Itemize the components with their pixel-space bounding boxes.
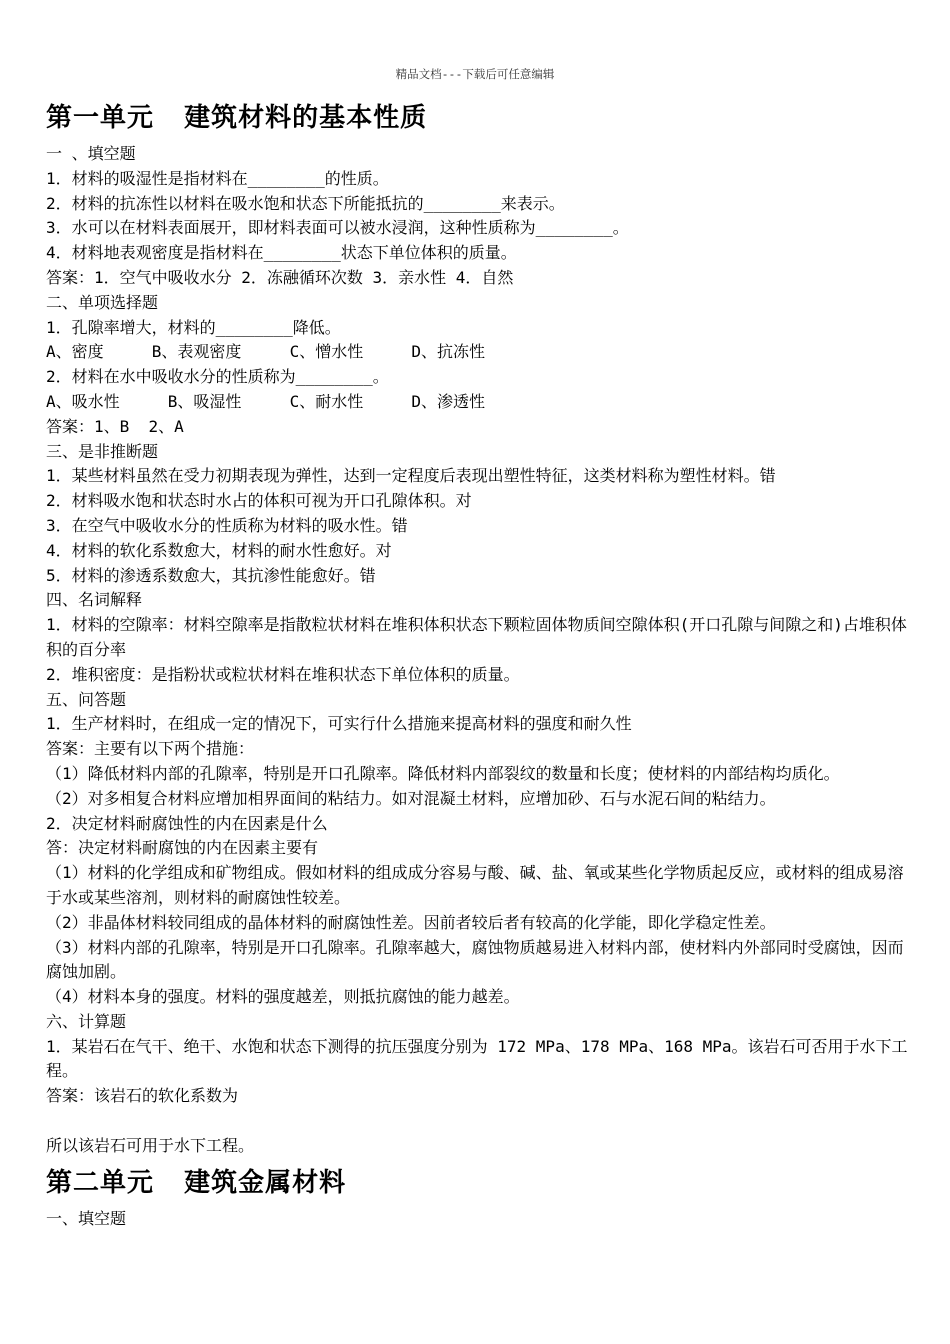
text-line: 1．材料的吸湿性是指材料在________的性质。 [46, 168, 389, 188]
unit1-content [46, 142, 916, 1159]
document-body [46, 98, 916, 1231]
text-line: （4）材料本身的强度。材料的强度越差，则抵抗腐蚀的能力越差。 [46, 987, 520, 1007]
text-line: 3．水可以在材料表面展开，即材料表面可以被水浸润，这种性质称为________。 [46, 218, 629, 238]
unit1-title: 第一单元 建筑材料的基本性质 [46, 103, 428, 133]
text-line: 2．决定材料耐腐蚀性的内在因素是什么 [46, 813, 328, 833]
text-line: 一、填空题 [46, 1208, 127, 1228]
text-line: 1．孔隙率增大，材料的________降低。 [46, 317, 341, 337]
text-line: 六、计算题 [46, 1011, 127, 1031]
text-line: 2．堆积密度：是指粉状或粒状材料在堆积状态下单位体积的质量。 [46, 664, 520, 684]
text-line: （2）非晶体材料较同组成的晶体材料的耐腐蚀性差。因前者较后者有较高的化学能，即化学稳定性差。 [46, 912, 776, 932]
blank-line [46, 1109, 916, 1134]
text-line: 4．材料的软化系数愈大，材料的耐水性愈好。对 [46, 540, 392, 560]
text-line: 四、名词解释 [46, 590, 143, 610]
text-line: 所以该岩石可用于水下工程。 [46, 1135, 255, 1155]
text-line: 2．材料吸水饱和状态时水占的体积可视为开口孔隙体积。对 [46, 491, 472, 511]
text-line: 1．生产材料时，在组成一定的情况下，可实行什么措施来提高材料的强度和耐久性 [46, 714, 632, 734]
text-line: 2．材料的抗冻性以材料在吸水饱和状态下所能抵抗的________来表示。 [46, 193, 565, 213]
text-line: （1）降低材料内部的孔隙率，特别是开口孔隙率。降低材料内部裂纹的数量和长度；使材料的内部结构均质化。 [46, 763, 840, 783]
text-line: 2．材料在水中吸收水分的性质称为________。 [46, 367, 389, 387]
text-line: 答案：该岩石的软化系数为 [46, 1086, 239, 1106]
text-line: 一 、填空题 [46, 144, 136, 163]
unit2-content [46, 1207, 916, 1232]
text-line: 1．某些材料虽然在受力初期表现为弹性，达到一定程度后表现出塑性特征，这类材料称为塑性材料。错 [46, 466, 776, 486]
text-line: A、密度 B、表观密度 C、憎水性 D、抗冻性 [46, 342, 486, 362]
text-line: 1．某岩石在气干、绝干、水饱和状态下测得的抗压强度分别为 172 MPa、178 MPa、168 MPa。该岩石可否用于水下工程。 [46, 1036, 908, 1081]
page-header: 精品文档---下载后可任意编辑 [395, 67, 555, 81]
text-line: （3）材料内部的孔隙率，特别是开口孔隙率。孔隙率越大，腐蚀物质越易进入材料内部，使材料内外部同时受腐蚀，因而腐蚀加剧。 [46, 937, 904, 982]
text-line: （2）对多相复合材料应增加相界面间的粘结力。如对混凝土材料，应增加砂、石与水泥石间的粘结力。 [46, 788, 776, 808]
text-line: 5．材料的渗透系数愈大，其抗渗性能愈好。错 [46, 565, 376, 585]
text-line: 1．材料的空隙率：材料空隙率是指散粒状材料在堆积体积状态下颗粒固体物质间空隙体积(开口孔隙与间隙之和)占堆积体积的百分率 [46, 615, 907, 659]
text-line: 答案：主要有以下两个措施： [46, 739, 255, 759]
unit2-title: 第二单元 建筑金属材料 [46, 1167, 347, 1198]
text-line: 3．在空气中吸收水分的性质称为材料的吸水性。错 [46, 515, 408, 535]
text-line: 答案：1、B 2、A [46, 416, 184, 436]
text-line: 五、问答题 [46, 689, 127, 709]
text-line: 二、单项选择题 [46, 292, 159, 312]
text-line: （1）材料的化学组成和矿物组成。假如材料的组成成分容易与酸、碱、盐、氧或某些化学物质起反应，或材料的组成易溶于水或某些溶剂，则材料的耐腐蚀性较差。 [46, 863, 904, 907]
text-line: 答案：1．空气中吸收水分 2．冻融循环次数 3．亲水性 4．自然 [46, 267, 514, 287]
text-line: A、吸水性 B、吸湿性 C、耐水性 D、渗透性 [46, 391, 486, 411]
text-line: 4．材料地表观密度是指材料在________状态下单位体积的质量。 [46, 243, 517, 263]
text-line: 三、是非推断题 [46, 441, 159, 461]
text-line: 答：决定材料耐腐蚀的内在因素主要有 [46, 838, 319, 858]
